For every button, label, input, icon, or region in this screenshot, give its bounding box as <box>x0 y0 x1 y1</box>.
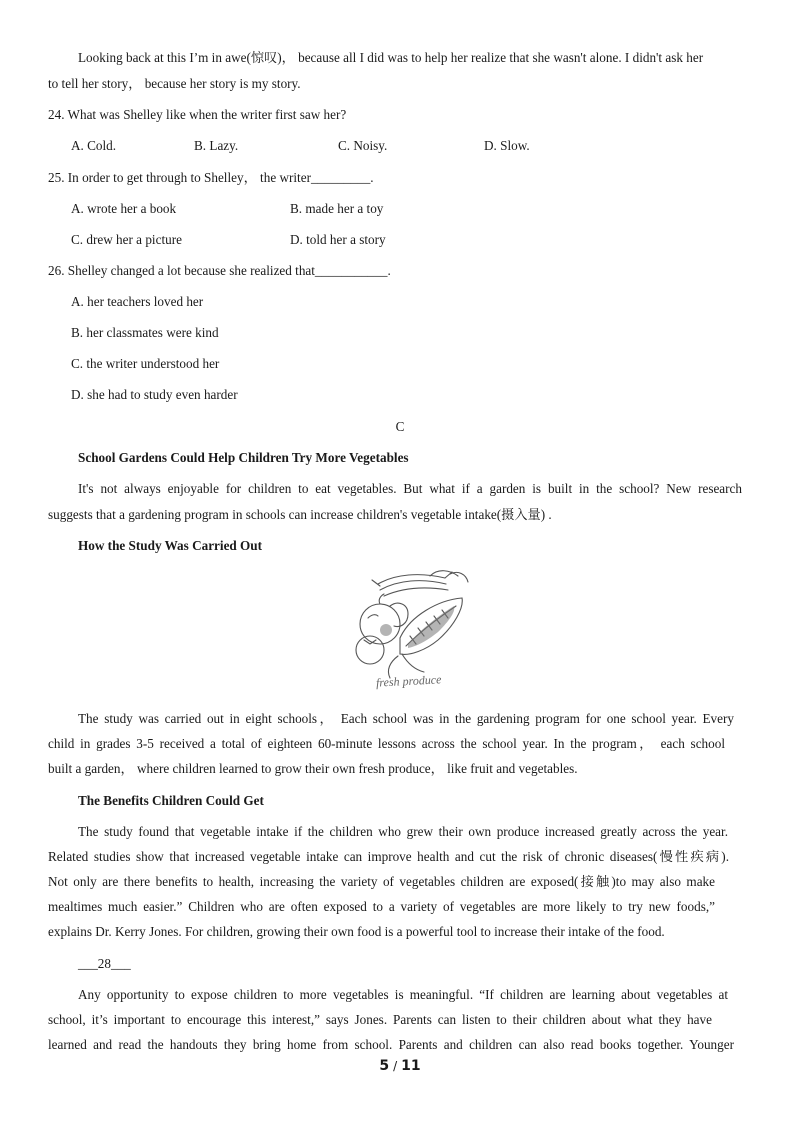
benefits-line-4: mealtimes much easier.” Children who are often exposed to a variety of vegetables are more likely to try new foods,” <box>48 899 715 914</box>
passage-b-line-2: to tell her story， because her story is my story. <box>48 76 301 91</box>
q26-option-b: B. her classmates were kind <box>71 325 219 340</box>
q24-option-c: C. Noisy. <box>338 138 388 153</box>
section-heading-study: How the Study Was Carried Out <box>78 538 263 553</box>
intro-line-1: It's not always enjoyable for children to eat vegetables. But what if a garden is built in the school? New research <box>78 481 742 496</box>
q26-option-c: C. the writer understood her <box>71 356 220 371</box>
benefits-line-2: Related studies show that increased vegetable intake can improve health and cut the risk of chronic diseases(慢性疾病). <box>48 849 729 864</box>
section-heading-benefits: The Benefits Children Could Get <box>78 793 264 808</box>
blank-28: ___28___ <box>78 956 131 971</box>
article-title: School Gardens Could Help Children Try More Vegetables <box>78 450 409 465</box>
question-25-stem: 25. In order to get through to Shelley， the writer_________. <box>48 170 374 185</box>
question-26-stem: 26. Shelley changed a lot because she realized that___________. <box>48 263 391 278</box>
q25-option-b: B. made her a toy <box>290 201 384 216</box>
intro-line-2: suggests that a gardening program in schools can increase children's vegetable intake(摄入量) . <box>48 507 552 522</box>
study-line-3: built a garden， where children learned to grow their own fresh produce， like fruit and vegetables. <box>48 761 578 776</box>
q25-option-c: C. drew her a picture <box>71 232 182 247</box>
final-line-1: Any opportunity to expose children to more vegetables is meaningful. “If children are learning about vegetables at <box>78 987 728 1002</box>
q26-option-d: D. she had to study even harder <box>71 387 238 402</box>
passage-label: C <box>395 419 405 434</box>
study-line-2: child in grades 3-5 received a total of eighteen 60-minute lessons across the school year. In the program， each school <box>48 736 725 751</box>
q24-option-b: B. Lazy. <box>194 138 239 153</box>
study-line-1: The study was carried out in eight schools， Each school was in the gardening program for one school year. Every <box>78 711 734 726</box>
benefits-line-3: Not only are there benefits to health, increasing the variety of vegetables children are exposed(接触)to may also make <box>48 874 715 889</box>
benefits-line-5: explains Dr. Kerry Jones. For children, growing their own food is a powerful tool to increase their intake of the food. <box>48 924 665 939</box>
page-separator: / <box>393 1059 398 1073</box>
final-line-3: learned and read the handouts they bring home from school. Parents and children can also read books together. Younger <box>48 1037 734 1052</box>
q24-option-d: D. Slow. <box>484 138 530 153</box>
passage-b-line-1: Looking back at this I’m in awe(惊叹)， because all I did was to help her realize that she wasn't alone. I didn't ask her <box>78 50 704 65</box>
page-total: 11 <box>401 1058 421 1074</box>
page-current: 5 <box>379 1058 390 1074</box>
question-24-stem: 24. What was Shelley like when the writer first saw her? <box>48 107 347 122</box>
page-number <box>0 1057 800 1075</box>
final-line-2: school, it’s important to encourage this interest,” says Jones. Parents can listen to their children about what they have <box>48 1012 712 1027</box>
image-caption: fresh produce <box>375 672 442 690</box>
q25-option-d: D. told her a story <box>290 232 386 247</box>
q26-option-a: A. her teachers loved her <box>71 294 204 309</box>
q24-option-a: A. Cold. <box>71 138 117 153</box>
fresh-produce-illustration <box>350 566 480 692</box>
benefits-line-1: The study found that vegetable intake if the children who grew their own produce increased greatly across the year. <box>78 824 728 839</box>
q25-option-a: A. wrote her a book <box>71 201 177 216</box>
